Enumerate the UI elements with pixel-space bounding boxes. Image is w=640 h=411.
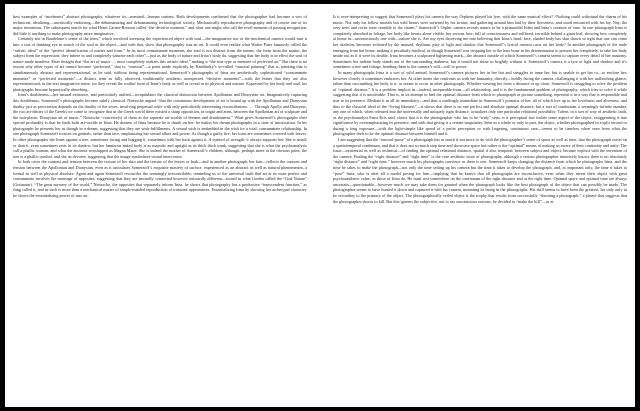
document-page	[5, 4, 635, 407]
paragraph: Irina’s doubleness—her natural existence, and particularly unified—recapitulates the classical distinction between Apollonian and Dionysian art. Imaginatively capturing this doubleness, Somerzoff’s photographs become subtly classical. Nietzsche argued “that the continuous development of art is bound up with the Apollonian and Dionysian duality just as procreation depends on the duality of the sexes, involving perpetual strife with only periodically intervening reconciliations. … Through Apollo and Dionysus, the two art-deities of the Greeks we come to recognize that in the Greek world there existed a sharp opposition, in origin and aims, between the Apollonian art of sculpture and the non-plastic Dionysian art of music.” Nietzsche “conceive[s] of them as the separate art-worlds of dreams and drunkenness.” What gives Somerzoff’s photographs their special profundity is that he finds both art-worlds in Irina. He dreams of Irina because he is drunk on her: he makes his dream photographs in a state of intoxication. In his photographs he presents her as though in a dream, suggesting that they are wish-fulfillments. A sexual wish is embedded in the wish for a total, consummate relationship. In one photograph Somerzoff focuses on genitals, rather than face, emphasizing her sexual allure and power. As though a guilty fire, her loins are sometimes covered with leaves. In other photographs she leans against a tree, sometimes facing and hugging it, sometimes with her back against it. A symbol of strength, it always supports her. She is small; or than it, even sometimes rests in its shadow, but her luminous naked body is as majestic and upright as its thick thick trunk, suggesting that she is what the psychoanalysts call a phallic woman, and what the ancients worshipped as Magna Mater. She is indeed the mother of Somerzoff’s children, although, perhaps more to the obvious point, the tree is a phallic symbol, and she its devotee, suggesting that the image symbolizes sexual intercourse.	[13, 92, 307, 159]
paragraph: In both cases the contrast and tension between the texture of her skin and the texture of the leaves or bark—and in another photograph, her hair—reflects the contrast and tension between the Apollonian and Dionysian, even as it articulates Somerzoff’s exquisite mastery of surface, experienced as an abstract as well as natural phenomenon, a formal as well as physical absolute. Again and again Somerzoff reconciles the seemingly irreconcilable, reminding us of the universal truth that art at its most perfect and consummate involves the marriage of opposites, suggesting that they are inwardly connected however outwardly different—rooted in what Goethe called the “God Nature” (Gottnatur). “The great mystery of the world,” Nietzsche, the opposites that separately inform Irina, he shows that photography has a productive “transcendent function,” as Jung called it, and as such is more than a mechanical matter of simple-minded reproduction of transient appearances. Essentializing Irina by showing her archetypal character, he shows the essentializing power of true art.	[13, 159, 307, 198]
left-text-column	[13, 14, 307, 399]
paragraph: In many photographs Irina is a sort of wild animal. Somerzoff’s camera pictures her in her lair and struggles to tame her, but is unable to get her to—to enclose her, however closely it sometimes embraces her. At other times she confronts us with her humanity, directly—boldly facing the camera, challenging it with her unflinching glance, rather than succumbing her body to it, as seems to occur in other photographs. Whether viewing her from a distance or up close, Somerzoff is struggling to solve the problem of “optimal distance.” It is a problem implicit in—indeed, inseparable from—all relationship, and it is the fundamental problem of photography, which tries to solve it while suggesting that it is unsolvable. That is, in its attempt to find the optimal distance from which to photograph or picture something, represent it in a way that is responsible and true to its presence. Mediate it in all its immediacy—and thus a startlingly immediate in Somerzoff’s portraits of her, all of which live up to her loveliness and aliveness, and thus to the classical ideal of the “living likeness”—it shows that there is no one perfect and absolute optimal distance, but a sort of continuum, a seemingly infinite number, any one of which, when released into the universally and uniquely right distance, actualizes only one particular relational possibility. Talese, in a sort of way of aesthetic faith, as the psychoanalyst Ernst Kris said, shows that it is the photographer who has to be “truly” seen, is it perceptual fact isolate some aspect of the object, exaggerating it into significance by overemphasizing its presence, and with that giving it a certain singularity. Seen as a whole or only in part, the object, whether photographed in a split second or during a long exposure—with the light-simple like speed of a petite perception or with lingering, continuous care—seems to be timeless when seen from what the photographer feels to be the optimal distance between himself and it.	[333, 69, 627, 137]
paragraph: Is it over-interpreting to suggest that Somerzoff plays his camera the way Orpheus played his lyre, with the same musical effect? “Nothing could withstand the charm of his music. Not only his fellow mortals but wild beasts were softened by his strains, and gathering around him laid by their fierceness, and stood entranced with his lay. Nay, the very trees and rocks were sensible to the charm.” Somerzoff’s Orphic camera reveals nature to be a primordial Eden and Irina’s creature of ease. In one photograph Irina is completely absorbed in foliage, her body like beasts alone visible, her serious face, full of consciousness and selfhood, invisible behind a giant leaf, showing how completely at home in—unconsciously one with—nature she is. Are my eyes deceiving me into believing that Irina’s head, face, shaded body has skin drawn so tight that one can come her skeleton, becomes softened by the massed, rhythmic play of light and shadow that Somerzoff’s lyrical camera casts on her body? In another photograph of the nude emerging from her home, making it peculiarly medical, as though Somerzoff was stripping her to the bare bone in his determination to possess her completely, to take her body inside out as if it were its double. Irina becomes a sculptured lightening mark—the abstract outside of which Somerzoff’s camera seems to capture every detail of her anatomy. Sometimes her radiant body stands out of the surrounding darkness, but it would not shine so brightly without it. Somerzoff’s camera is a lyre of light and shadow and it’s sometimes a tree and foliage, bending them to the camera’s will—will to power.	[333, 14, 627, 70]
paragraph: best examples of “modernist” abstract photography, whatever its—nominal—human content. Both developments confirmed that the photographer had become a sort of technocrat, idealizing—uncritically endorsing—the dehumanizing and dehumanizing technological society. Mechanically reproductive photography and of course one of its major inventions. The subsequent search for what Henri Cartier-Bresson called “the decisive moment,” and what one might also call the revel moment of passing recognition, did little if anything to make photography more imaginative.	[13, 14, 307, 36]
paragraph: Certainly not in Baudelaire’s sense of the term,” which involved investing the experienced object with soul—the imaginative use of the mechanical camera would turn it into a sort of thinking eye in search of the soul in the object—and with that, show that photography was an art. It could even realize what Walter Pater famously called the “artistic ideal” of the “perfect identification of matter and form.” In its most consummate moments, the soul is not distinct from the means, the form from the matter, the subject from the expression; they inhere in and completely saturate each other”—just as the body of nature and Irina’s body do, suggesting that her body is in effect the soul of nature made manifest. Pater thought that “the art of music … most completely realizes this artistic ideal,” making it “the true type or measure of perfected art.” But there is no reason why other types of art cannot become “perfected,” that is, “musical”—a point made explicitly by Kandinsky’s so-called “musical painting” that is, painting that is simultaneously abstract and representational, as he said, without being representational. Somerzoff’s photographs of Irina are aesthetically sophisticated “consummate moments” or “perfected moments”—a distinct term as fully observed, traditionally aesthetic, unexpected “decisive moments”—with the bones that they are also representational, in the text imaginative sense, for they reveal the soulful form of Irina’s body as well as reveal in its physical and mature. Expressed by her body and soul, his photographs become hypnotically absorbing.	[13, 36, 307, 92]
right-text-column	[333, 14, 627, 399]
paragraph: I am suggesting that the “ontroul-prose” of a photograph has as much if not more to do with the photographer’s sense of space as well as time, that the photograph exists on a spatiotemporal continuum, and that it does not so much stop time and showcase space but rather is the “optimal” means of making us aware of their continuity and unity. The issue—existential as well as technical—of finding the optimal relational distance, spatial if also temporal, between subject and object, became explicit with the invention of the camera. Finding the “right distance” and “right time” is the core aesthetic issue of photography, although a serious photographer intuitively knows there is no absolutely “right distance” and “right time,” however much his photographs convince us there is one. Somerzoff keeps changing the distance from which he photographs Irina, and the time he takes to make the photograph—not only the time setting up his camera but the time it takes to develop the photograph, and, as important only, the time it takes to “pose” Irina, who is after all a model posing for him—implying that he knows that all photographs are inconclusive, even when they invest their object with great psychoaesthetic value, as those of Irina do. He must rest somewhere on the continuum of the right distance and at the right time. Optimal space and optimal time are always uncertain—questionable—however much we may take them for granted when the photograph looks like the best photograph of the object that can possibly be made. The photographer seems to have hunted it down and captured it with his camera, mounting its being in the photographs. His skill seems to have been the greatest, his only only to be secondary to the primacy of the object. The photographically veiled object is the trophy that results from successfully “shooting a photograph,” a phrase that suggests that the photographer shoots to kill. But this ignores the subjective, not to say unconscious reasons, he decided to “make the kill”—or at	[333, 137, 627, 204]
